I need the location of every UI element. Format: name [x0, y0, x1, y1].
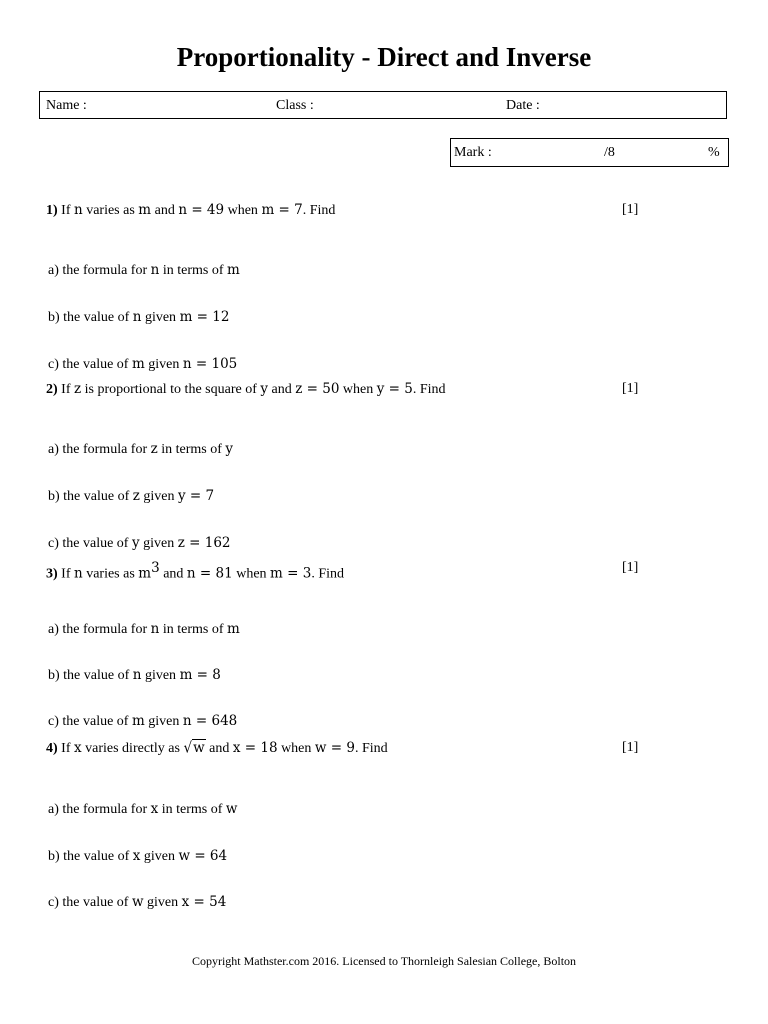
- question-4-part-a: a) the formula for x in terms of w: [48, 801, 238, 817]
- worksheet-title: Proportionality - Direct and Inverse: [176, 42, 592, 72]
- question-1-part-a: a) the formula for n in terms of m: [48, 262, 240, 278]
- name-label: Name :: [46, 98, 87, 113]
- mark-label: Mark :: [454, 145, 492, 160]
- question-4-part-b: b) the value of x given w = 64: [48, 848, 228, 864]
- question-3: 3) If n varies as $m^3$ and n = 81 when m = 3. Find: [46, 560, 345, 582]
- question-1-part-c: c) the value of m given n = 105: [48, 356, 238, 372]
- question-1-marks: [1]: [622, 202, 639, 217]
- question-4: 4) If x varies directly as √w and x = 18 when w = 9. Find: [46, 739, 388, 757]
- question-1: 1) If n varies as m and n = 49 when m = 7. Find: [46, 202, 336, 218]
- question-4-marks: [1]: [622, 740, 639, 755]
- question-3-marks: [1]: [622, 560, 639, 575]
- question-number: 3): [46, 566, 58, 582]
- date-label: Date :: [506, 98, 540, 113]
- question-2-part-a: a) the formula for z in terms of y: [48, 441, 234, 457]
- square-root-w: √w: [183, 739, 205, 757]
- question-3-part-a: a) the formula for n in terms of m: [48, 621, 240, 637]
- question-number: 1): [46, 203, 58, 218]
- question-number: 4): [46, 741, 58, 756]
- question-2-part-c: c) the value of y given z = 162: [48, 535, 231, 551]
- question-2-marks: [1]: [622, 381, 639, 396]
- question-2-part-b: b) the value of z given y = 7: [48, 488, 215, 504]
- question-number: 2): [46, 382, 58, 397]
- question-1-part-b: b) the value of n given m = 12: [48, 309, 230, 325]
- question-3-part-c: c) the value of m given n = 648: [48, 713, 238, 729]
- copyright-footer: Copyright Mathster.com 2016. Licensed to Thornleigh Salesian College, Bolton: [191, 954, 577, 968]
- class-label: Class :: [276, 98, 314, 113]
- mark-total: /8: [604, 145, 615, 160]
- question-3-part-b: b) the value of n given m = 8: [48, 667, 221, 683]
- question-4-part-c: c) the value of w given x = 54: [48, 894, 227, 910]
- mark-percent: %: [708, 145, 720, 160]
- mark-box: [450, 138, 729, 167]
- student-info-box: [39, 91, 727, 119]
- question-2: 2) If z is proportional to the square of y and z = 50 when y = 5. Find: [46, 381, 446, 397]
